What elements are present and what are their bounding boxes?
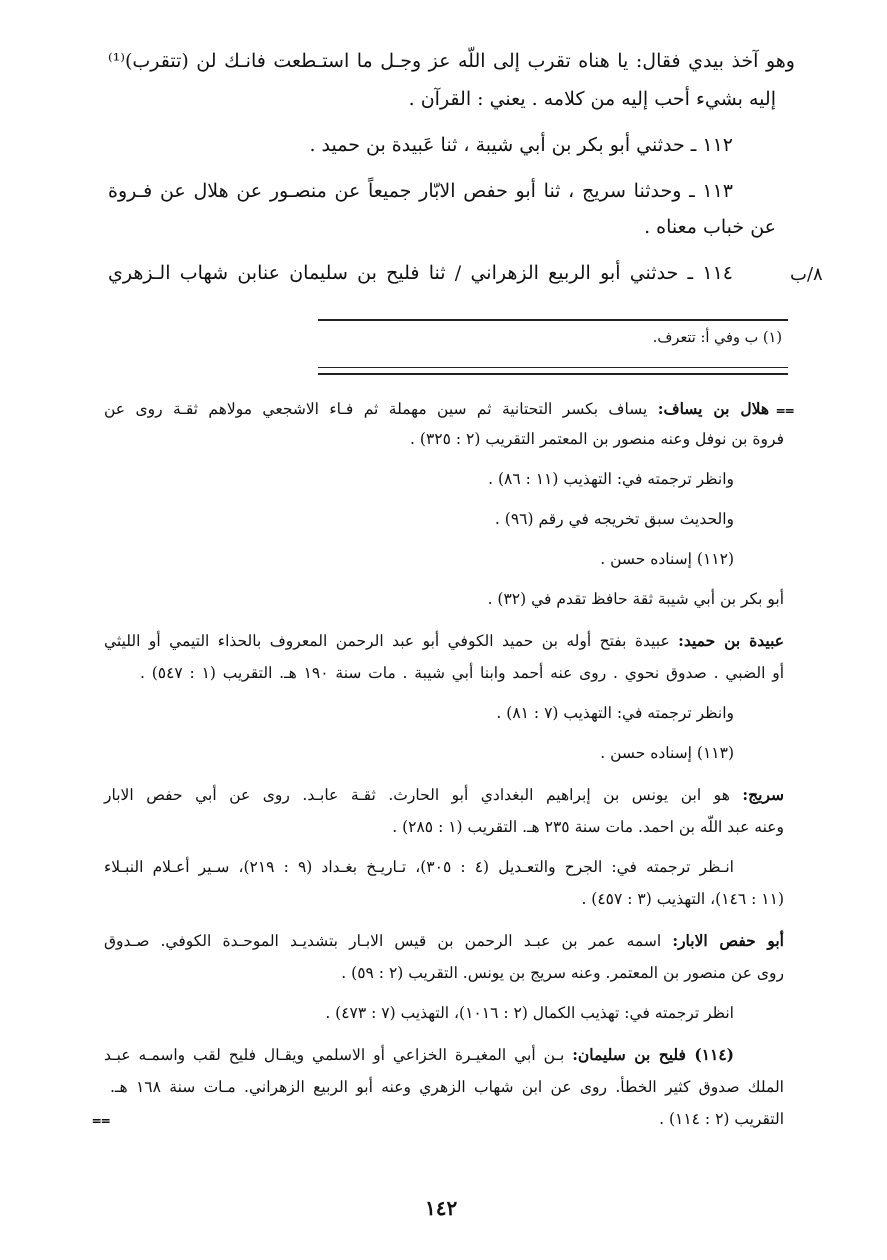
commentary-line: أبو بكر بن أبي شيبة ثقة حافظ تقدم في (٣٢) . — [487, 590, 784, 608]
commentary-line: التقريب (٢ : ١١٤) . — [659, 1110, 784, 1128]
commentary-separator-bottom — [318, 373, 788, 375]
commentary-line: عبيدة بن حميد: عبيدة بفتح أوله بن حميد الكوفي أبو عبد الرحمن المعروف بالحذاء التيمي أو الليثي — [104, 631, 784, 650]
margin-marker: ⩵ — [776, 400, 795, 419]
narrator-name: هلال بن يساف: — [657, 399, 770, 418]
commentary-line: (١١٢) إسناده حسن . — [600, 550, 734, 568]
hadith-112: ١١٢ ـ حدثني أبو بكر بن أبي شيبة ، ثنا عَبيدة بن حميد . — [309, 134, 733, 156]
commentary-line: وانظر ترجمته في: التهذيب (١١ : ٨٦) . — [488, 470, 734, 488]
commentary-line: أبو حفص الابار: اسمه عمر بن عبـد الرحمن بن قيس الابـار بتشديـد الموحـدة الكوفي. صـدوق — [104, 931, 784, 950]
narrator-name: عبيدة بن حميد: — [678, 631, 784, 650]
commentary-line: سريج: هو ابن يونس بن إبراهيم البغدادي أبو الحارث. ثقـة عابـد. روى عن أبي حفص الابار — [104, 785, 784, 804]
commentary-line: وعنه عبد اللّه بن احمد. مات سنة ٢٣٥ هـ. التقريب (١ : ٢٨٥) . — [392, 818, 784, 836]
commentary-line: انـظر ترجمته في: الجرح والتعـديل (٤ : ٣٠٥)، تـاريـخ بغـداد (٩ : ٢١٩)، سـير أعـلام النبـلاء — [104, 858, 734, 876]
commentary-line: انظر ترجمته في: تهذيب الكمال (٢ : ١٠١٦)، التهذيب (٧ : ٤٧٣) . — [325, 1004, 734, 1022]
main-text-line: وهو آخذ بيدي فقال: يا هناه تقرب إلى اللّه عز وجـل ما استـطعت فانـك لن (تتقرب)⁽¹⁾ — [108, 50, 795, 72]
footnote: (١) ب وفي أ: تتعرف. — [652, 330, 782, 346]
commentary-line: أو الضبي . صدوق نحوي . روى عنه أحمد وابنا أبي شيبة . مات سنة ١٩٠ هـ. التقريب (١ : ٥٤٧) . — [140, 664, 784, 682]
hadith-113: ١١٣ ـ وحدثنا سريج ، ثنا أبو حفص الابّار جميعاً عن منصـور عن هلال عن فـروة — [108, 180, 733, 202]
commentary-line: (١١٣) إسناده حسن . — [600, 744, 734, 762]
commentary-line: هلال بن يساف: يساف بكسر التحتانية ثم سين مهملة ثم فـاء الاشجعي مولاهم ثقـة روى عن — [104, 399, 770, 418]
manuscript-folio-ref: ٨/ب — [790, 264, 823, 285]
narrator-name: سريج: — [742, 785, 784, 804]
narrator-name: (١١٤) فليح بن سليمان: — [572, 1045, 734, 1064]
commentary-line: فروة بن نوفل وعنه منصور بن المعتمر التقريب (٢ : ٣٢٥) . — [410, 430, 784, 448]
page-number: ١٤٢ — [425, 1196, 458, 1220]
hadith-114: ١١٤ ـ حدثني أبو الربيع الزهراني / ثنا فليح بن سليمان عنابن شهاب الـزهري — [108, 262, 733, 284]
commentary-line: والحديث سبق تخريجه في رقم (٩٦) . — [494, 510, 734, 528]
commentary-line: روى عن منصور بن المعتمر. وعنه سريج بن يونس. التقريب (٢ : ٥٩) . — [341, 964, 784, 982]
commentary-line: (١١ : ١٤٦)، التهذيب (٣ : ٤٥٧) . — [581, 890, 784, 908]
commentary-line: وانظر ترجمته في: التهذيب (٧ : ٨١) . — [496, 704, 734, 722]
commentary-separator-top — [318, 367, 788, 368]
narrator-name: أبو حفص الابار: — [672, 931, 784, 950]
footnote-rule — [318, 319, 788, 321]
main-text-line: إليه بشيء أحب إليه من كلامه . يعني : القرآن . — [408, 88, 776, 110]
margin-marker: ⩵ — [92, 1110, 111, 1129]
commentary-line: الملك صدوق كثير الخطأ. روى عن ابن شهاب الزهري وعنه أبو الربيع الزهراني. مـات سنة ١٦٨ هـ. — [110, 1078, 784, 1096]
hadith-113-continued: عن خباب معناه . — [644, 216, 776, 238]
commentary-line: (١١٤) فليح بن سليمان: بـن أبي المغيـرة الخزاعي أو الاسلمي ويقـال فليح لقب واسمـه عبـد — [104, 1045, 734, 1064]
